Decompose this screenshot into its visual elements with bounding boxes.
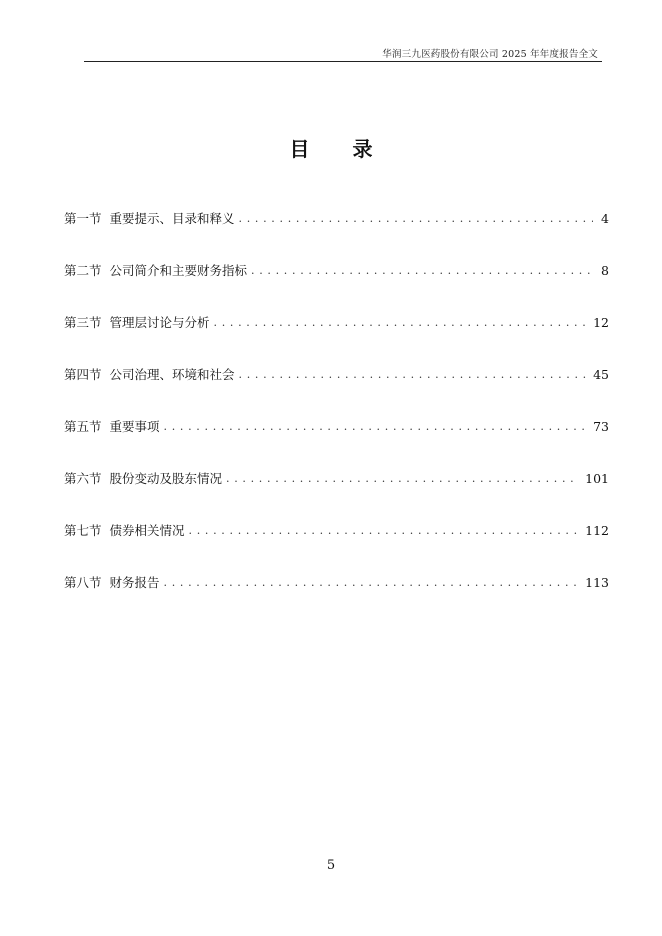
toc-dot-leader	[189, 521, 580, 541]
toc-section-label: 第三节	[64, 315, 102, 330]
toc-page-number: 4	[601, 211, 609, 226]
toc-entry-8[interactable]	[64, 573, 609, 593]
header-title: 华润三九医药股份有限公司 2025 年年度报告全文	[382, 49, 598, 60]
toc-entry-title: 公司治理、环境和社会	[109, 367, 235, 382]
toc-page-number: 73	[593, 419, 609, 434]
toc-dot-leader	[214, 313, 588, 333]
toc-section-label: 第二节	[64, 263, 102, 278]
toc-entry-title: 财务报告	[109, 575, 160, 590]
toc-section-label: 第八节	[64, 575, 102, 590]
toc-entry-3[interactable]	[64, 313, 609, 333]
page-title: 目 录	[289, 137, 391, 161]
toc-page-number: 101	[585, 471, 609, 486]
toc-entry-title: 重要事项	[109, 419, 160, 434]
toc-dot-leader	[164, 417, 588, 437]
toc-page-number: 112	[585, 523, 609, 538]
toc-section-label: 第六节	[64, 471, 102, 486]
toc-entry-title: 公司简介和主要财务指标	[109, 263, 248, 278]
toc-page-number: 113	[585, 575, 609, 590]
toc-page-number: 45	[593, 367, 609, 382]
toc-entry-7[interactable]	[64, 521, 609, 541]
toc-entry-6[interactable]	[64, 469, 609, 489]
page-header	[84, 44, 602, 62]
toc-dot-leader	[226, 469, 579, 489]
page-number: 5	[326, 858, 336, 873]
toc-dot-leader	[239, 365, 588, 385]
toc-dot-leader	[164, 573, 580, 593]
toc-entry-2[interactable]	[64, 261, 609, 281]
toc-section-label: 第一节	[64, 211, 102, 226]
toc-entry-title: 债券相关情况	[109, 523, 185, 538]
toc-dot-leader	[239, 209, 593, 229]
toc-entry-5[interactable]	[64, 417, 609, 437]
toc-page-number: 8	[601, 263, 609, 278]
toc-page-number: 12	[593, 315, 609, 330]
toc-section-label: 第四节	[64, 367, 102, 382]
toc-entry-title: 股份变动及股东情况	[109, 471, 223, 486]
toc-section-label: 第五节	[64, 419, 102, 434]
toc-section-label: 第七节	[64, 523, 102, 538]
toc-dot-leader	[251, 261, 593, 281]
toc-entry-1[interactable]	[64, 209, 609, 229]
toc-entry-title: 重要提示、目录和释义	[109, 211, 235, 226]
toc-entry-4[interactable]	[64, 365, 609, 385]
toc-entry-title: 管理层讨论与分析	[109, 315, 210, 330]
